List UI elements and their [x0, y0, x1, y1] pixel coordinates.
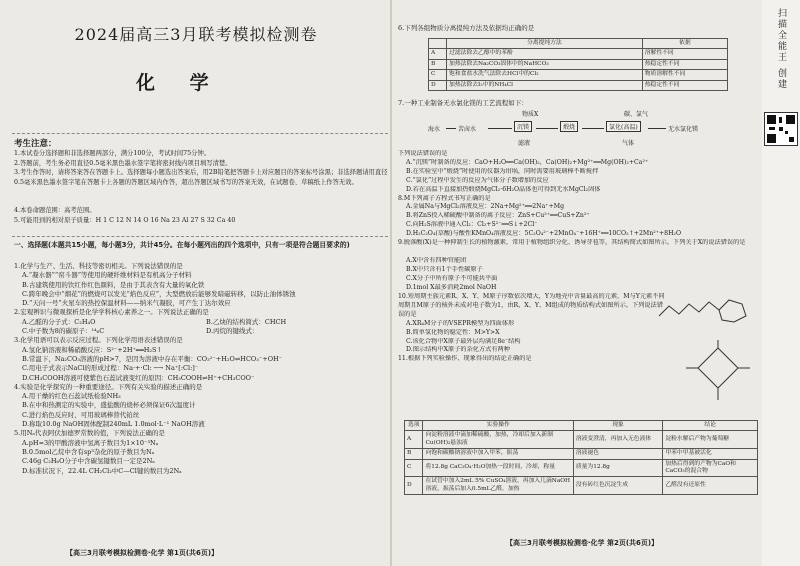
table-cell: 饱和食盐水洗气法除去HCl中的Cl₂ — [447, 70, 643, 80]
table-cell: 溶液褪色 — [573, 449, 663, 459]
table-row — [405, 449, 758, 459]
table-cell: 淀粉水解后产物为葡萄糖 — [663, 431, 758, 449]
notes-title: 考生注意： — [14, 139, 57, 149]
table-header: 选项 — [405, 421, 423, 431]
exam-page-2 — [394, 0, 760, 566]
page-footer: 【高三3月联考模拟检测卷·化学 第2页(共6页)】 — [506, 539, 659, 547]
note-item: 3.考生作答时，请将答案答在答题卡上。选择题每小题选出答案后，用2B铅笔把答题卡上对应题目的答案标号涂黑；非选择题请用直径0.5毫米黑色墨水签字笔在答题卡上各题的答题区域内作答，超出答题区域书写的答案无效，在试题卷、草稿纸上作答无效。 — [14, 169, 388, 186]
option: B.古建筑使用的饮红作红色颜料，是由于其表含有大量的氧化铁 — [22, 280, 205, 289]
table-cell: 溶液变澄清，再加入无色液体 — [573, 431, 663, 449]
option: A.X中含有四种官能团 — [406, 257, 467, 265]
exam-title: 2024届高三3月联考模拟检测卷 — [74, 25, 318, 44]
table-cell: 质量为12.8g — [573, 459, 663, 477]
page-footer: 【高三3月联考模拟检测卷·化学 第1页(共6页)】 — [66, 549, 219, 557]
table-cell: 乙醛没有还原性 — [663, 477, 758, 495]
table-row — [429, 59, 728, 69]
option: D.1mol X最多消耗2mol NaOH — [406, 283, 497, 291]
flow-label: 滤液 — [518, 140, 531, 147]
flow-label: 气体 — [622, 140, 635, 147]
option: B.简单氢化物的稳定性：M>Y>X — [406, 328, 500, 336]
flow-label: 物质X — [522, 111, 539, 118]
option: B.0.5mol乙烷中含有sp³杂化的原子数目为Nₐ — [22, 447, 155, 456]
option: C.向H₂S溶液中通入Cl₂：Cl₂+S²⁻══S↓+2Cl⁻ — [406, 221, 538, 229]
table-cell: A — [429, 49, 447, 59]
table-cell: 将12.8g CaC₂O₄·H₂O加热一段时间，冷却，称量 — [423, 459, 573, 477]
flow-step-box: 煅烧 — [560, 121, 578, 132]
flow-label: 无水氯化镁 — [668, 126, 699, 133]
table-cell: B — [429, 59, 447, 69]
table-cell: D — [429, 80, 447, 90]
question-stem: 10.短周期主族元素R、X、Y、M原子序数依次增大，Y为地壳中含量最高的元素，M与Y元素不同周期且M原子的核外未成对电子数为1，由R、X、Y、M组成的物质结构式如图所示。下列说法错误的是 — [398, 292, 665, 318]
table-cell: 溶解性不同 — [642, 49, 727, 59]
option: A.“凝水器”“窑斗器”等使用的硬纤维材料是有机高分子材料 — [22, 271, 192, 280]
table-header: 实验操作 — [423, 421, 573, 431]
note-item: 1.本试卷分选择题和非选择题两部分，满分100分，考试时间75分钟。 — [14, 150, 211, 157]
option: A.用干燥的红色石蕊试纸检验NH₃ — [22, 392, 121, 401]
note-item: 5.可能用到的相对原子质量：H 1 C 12 N 14 O 16 Na 23 Al 27 S 32 Ca 40 — [14, 216, 236, 224]
question-stem: 2.宏观辨识与微观探析是化学学科核心素养之一。下列说法正确的是 — [14, 308, 209, 317]
divider — [12, 236, 388, 237]
table-cell: B — [405, 449, 423, 459]
option: A.氢化钠溶液和稀硝酸反应：S²⁻+2H⁺══H₂S↑ — [22, 345, 162, 354]
question-stem: 11.根据下列实验操作、现象得出的结论正确的是 — [398, 355, 532, 363]
option: A.金属Na与MgCl₂溶液反应：2Na+Mg²⁺══2Na⁺+Mg — [406, 203, 565, 211]
option-row — [14, 327, 390, 336]
option: B.X中只含有1个手性碳原子 — [406, 265, 483, 273]
option: D.H₂C₂O₄(草酸)与酸性KMnO₄溶液反应：5C₂O₄²⁻+2MnO₄⁻+16H⁺══10CO₂↑+2Mn²⁺+8H₂O — [406, 230, 682, 238]
option-row — [14, 318, 390, 327]
table-header: 结论 — [663, 421, 758, 431]
flow-step-box: 氯化(高温) — [606, 121, 641, 132]
q11-table — [404, 420, 758, 495]
table-cell: 向淀粉溶液中滴加稀硫酸，加热，冷却后加入新制Cu(OH)₂悬浊液 — [423, 431, 573, 449]
flow-label: 苦卤水 — [458, 126, 477, 133]
table-cell: 热稳定性不同 — [642, 59, 727, 69]
option: C.用电子式表示NaCl的形成过程：Na·+·Cl: ─→ Na⁺[:Cl:]⁻ — [22, 364, 199, 373]
question-stem: 6.下列各组物质分离提纯方法及依据均正确的是 — [398, 24, 535, 32]
flow-arrow — [446, 128, 456, 129]
question-lead: 下列说法错误的是 — [398, 150, 448, 157]
questions-7-to-11 — [398, 150, 760, 364]
option: D.称取10.0g NaOH固体配制240mL 1.0mol·L⁻¹ NaOH溶液 — [22, 420, 205, 429]
exam-notes — [14, 149, 389, 225]
flow-step-box: 沉镁 — [514, 121, 532, 132]
option: C.“氯化”过程中发生的反应为气体分子数增加的反应 — [406, 176, 549, 184]
option: B.在实验室中“煅烧”时使用的仪器为坩埚，同时需要用玻璃棒不断搅拌 — [406, 167, 599, 175]
qr-code-icon — [764, 112, 798, 146]
option: D.图示结构中X原子的杂化方式有两种 — [406, 346, 510, 354]
option: D.“天问一号”火星车的热控保温材料——纳米气凝胶，可产生丁达尔效应 — [22, 299, 231, 308]
divider — [12, 133, 388, 134]
table-row — [429, 70, 728, 80]
table-header — [429, 39, 447, 49]
table-cell: C — [429, 70, 447, 80]
option: C.中子数为8的碳原子：¹⁴₆C — [22, 327, 105, 336]
option: A.乙醛的分子式：C₂H₄O — [22, 317, 96, 326]
question-stem: 5.用Nₐ代表阿伏加德罗常数的值，下列说法正确的是 — [14, 429, 165, 438]
option: D.若在高温下直接加热煅烧MgCl₂·6H₂O晶体也可得到无水MgCl₂固体 — [406, 185, 601, 193]
option: B.在中和热测定的实验中，盛盐酸的烧杯必须保证6次温度计 — [22, 401, 196, 410]
flow-arrow — [488, 128, 512, 129]
page-fold — [390, 0, 392, 566]
question-stem: 7.一种工业制备无水氯化镁的工艺流程如下： — [398, 99, 528, 107]
question-stem: 1.化学与生产、生活、科技等密切相关。下列说法错误的是 — [14, 262, 183, 270]
option: C.X分子中所有原子不可能共平面 — [406, 274, 498, 282]
table-row — [405, 477, 758, 495]
option: C.进行焰色反应时，可用玻璃棒替代铂丝 — [22, 410, 140, 419]
flow-label: 碳、氯气 — [624, 111, 649, 118]
option: A.pH=3的甲酸溶液中氢离子数目为1×10⁻³Nₐ — [22, 438, 159, 447]
option: C.46g C₂H₆O分子中含碳氢键数目一定是2Nₐ — [22, 457, 155, 466]
table-cell: 甲苯中甲基被活化 — [663, 449, 758, 459]
flow-label: 海水 — [428, 126, 441, 133]
scanner-watermark: 扫描全能王 创建 — [776, 8, 786, 90]
option: D.标准状况下，22.4L CH₂Cl₂中C—Cl键的数目为2Nₐ — [22, 466, 182, 475]
option: D.丙烷的键线式： — [206, 327, 259, 336]
question-stem: 4.实验是化学探究的一种重要途径。下列有关实验的描述正确的是 — [14, 382, 203, 391]
table-cell: 物质溶解性不同 — [642, 70, 727, 80]
question-7 — [398, 99, 758, 108]
flow-arrow — [648, 128, 666, 129]
q6-table — [428, 38, 728, 91]
table-row — [429, 49, 728, 59]
table-cell: C — [405, 459, 423, 477]
option: B.将ZnS投入稀硫酸中制备的离子反应：ZnS+Cu²⁺══CuS+Zn²⁺ — [406, 212, 590, 220]
flow-arrow — [536, 128, 558, 129]
table-header-row — [429, 39, 728, 49]
table-cell: 在试管中加入2mL 5% CuSO₄溶液，再加入几滴NaOH溶液，振荡后加入0.5mL乙醛，加热 — [423, 477, 573, 495]
question-stem: 8.M下列离子方程式书写正确的是 — [398, 194, 491, 202]
subject-heading: 化 学 — [136, 72, 223, 94]
option: C.该化合物中X原子最外层均满足8e⁻结构 — [406, 337, 521, 345]
exam-page-1 — [6, 0, 390, 566]
table-header-row — [405, 421, 758, 431]
option: D.CH₃COOH溶液可使紫色石蕊试液变红的原因：CH₃COOH⇌H⁺+CH₃COO⁻ — [22, 373, 255, 382]
table-cell: 加热法除去Na₂CO₃固体中的NaHCO₃ — [447, 59, 643, 69]
note-item: 2.答题前，考生务必用直径0.5毫米黑色墨水签字笔将密封线内项目填写清楚。 — [14, 159, 232, 167]
compound-structure — [682, 338, 754, 408]
option: C.跨年晚会中“烟花”的燃烧可以发光“焰色反应”，大型燃放后能够发暗磁转移，以防止油体锈蚀 — [22, 289, 296, 298]
option: A.“沉镁”时制备的反应：CaO+H₂O══Ca(OH)₂，Ca(OH)₂+Mg²⁺══Mg(OH)₂+Ca²⁺ — [406, 158, 649, 166]
flow-arrow — [582, 128, 604, 129]
table-header: 依据 — [642, 39, 727, 49]
table-cell: 过滤法除去乙醇中的苯酚 — [447, 49, 643, 59]
question-6 — [398, 24, 758, 33]
table-header: 分离提纯方法 — [447, 39, 643, 49]
table-header: 现象 — [573, 421, 663, 431]
table-cell: 热稳定性不同 — [642, 80, 727, 90]
table-row — [429, 80, 728, 90]
table-row — [405, 459, 758, 477]
table-cell: 向饱和碳酸钠溶液中加入甲苯，振荡 — [423, 449, 573, 459]
table-cell: D — [405, 477, 423, 495]
option: B.乙炔的结构简式：CHCH — [206, 317, 287, 326]
table-cell: A — [405, 431, 423, 449]
table-cell: 加热后得到的产物为CaO和CaCO₃的混合物 — [663, 459, 758, 477]
question-stem: 9.脱落酸(X)是一种抑制生长的植物激素，常用于植物组织分化、诱导芽苞等，其结构简式如图所示。下列关于X的说法错误的是 — [398, 239, 746, 247]
table-row — [405, 431, 758, 449]
abscisic-acid-structure — [654, 276, 754, 326]
option: B.常温下，Na₂CO₃溶液的pH>7，是因为溶液中存在平衡：CO₃²⁻+H₂O⇌HCO₃⁻+OH⁻ — [22, 354, 283, 363]
note-item: 4.本卷命题范围：高考范围。 — [14, 207, 96, 215]
question-list — [14, 262, 390, 476]
section-heading: 一、选择题(本题共15小题，每小题3分，共计45分。在每小题列出的四个选项中，只有一项是符合题目要求的) — [14, 241, 350, 249]
option: A.XR₄M分子的VSEPR模型为四面体形 — [406, 319, 515, 327]
table-cell: 没有砖红色沉淀生成 — [573, 477, 663, 495]
table-cell: 加热法除去I₂中的NH₄Cl — [447, 80, 643, 90]
question-stem: 3.化学用语可以表示反应过程。下列化学用语表述错误的是 — [14, 336, 183, 345]
